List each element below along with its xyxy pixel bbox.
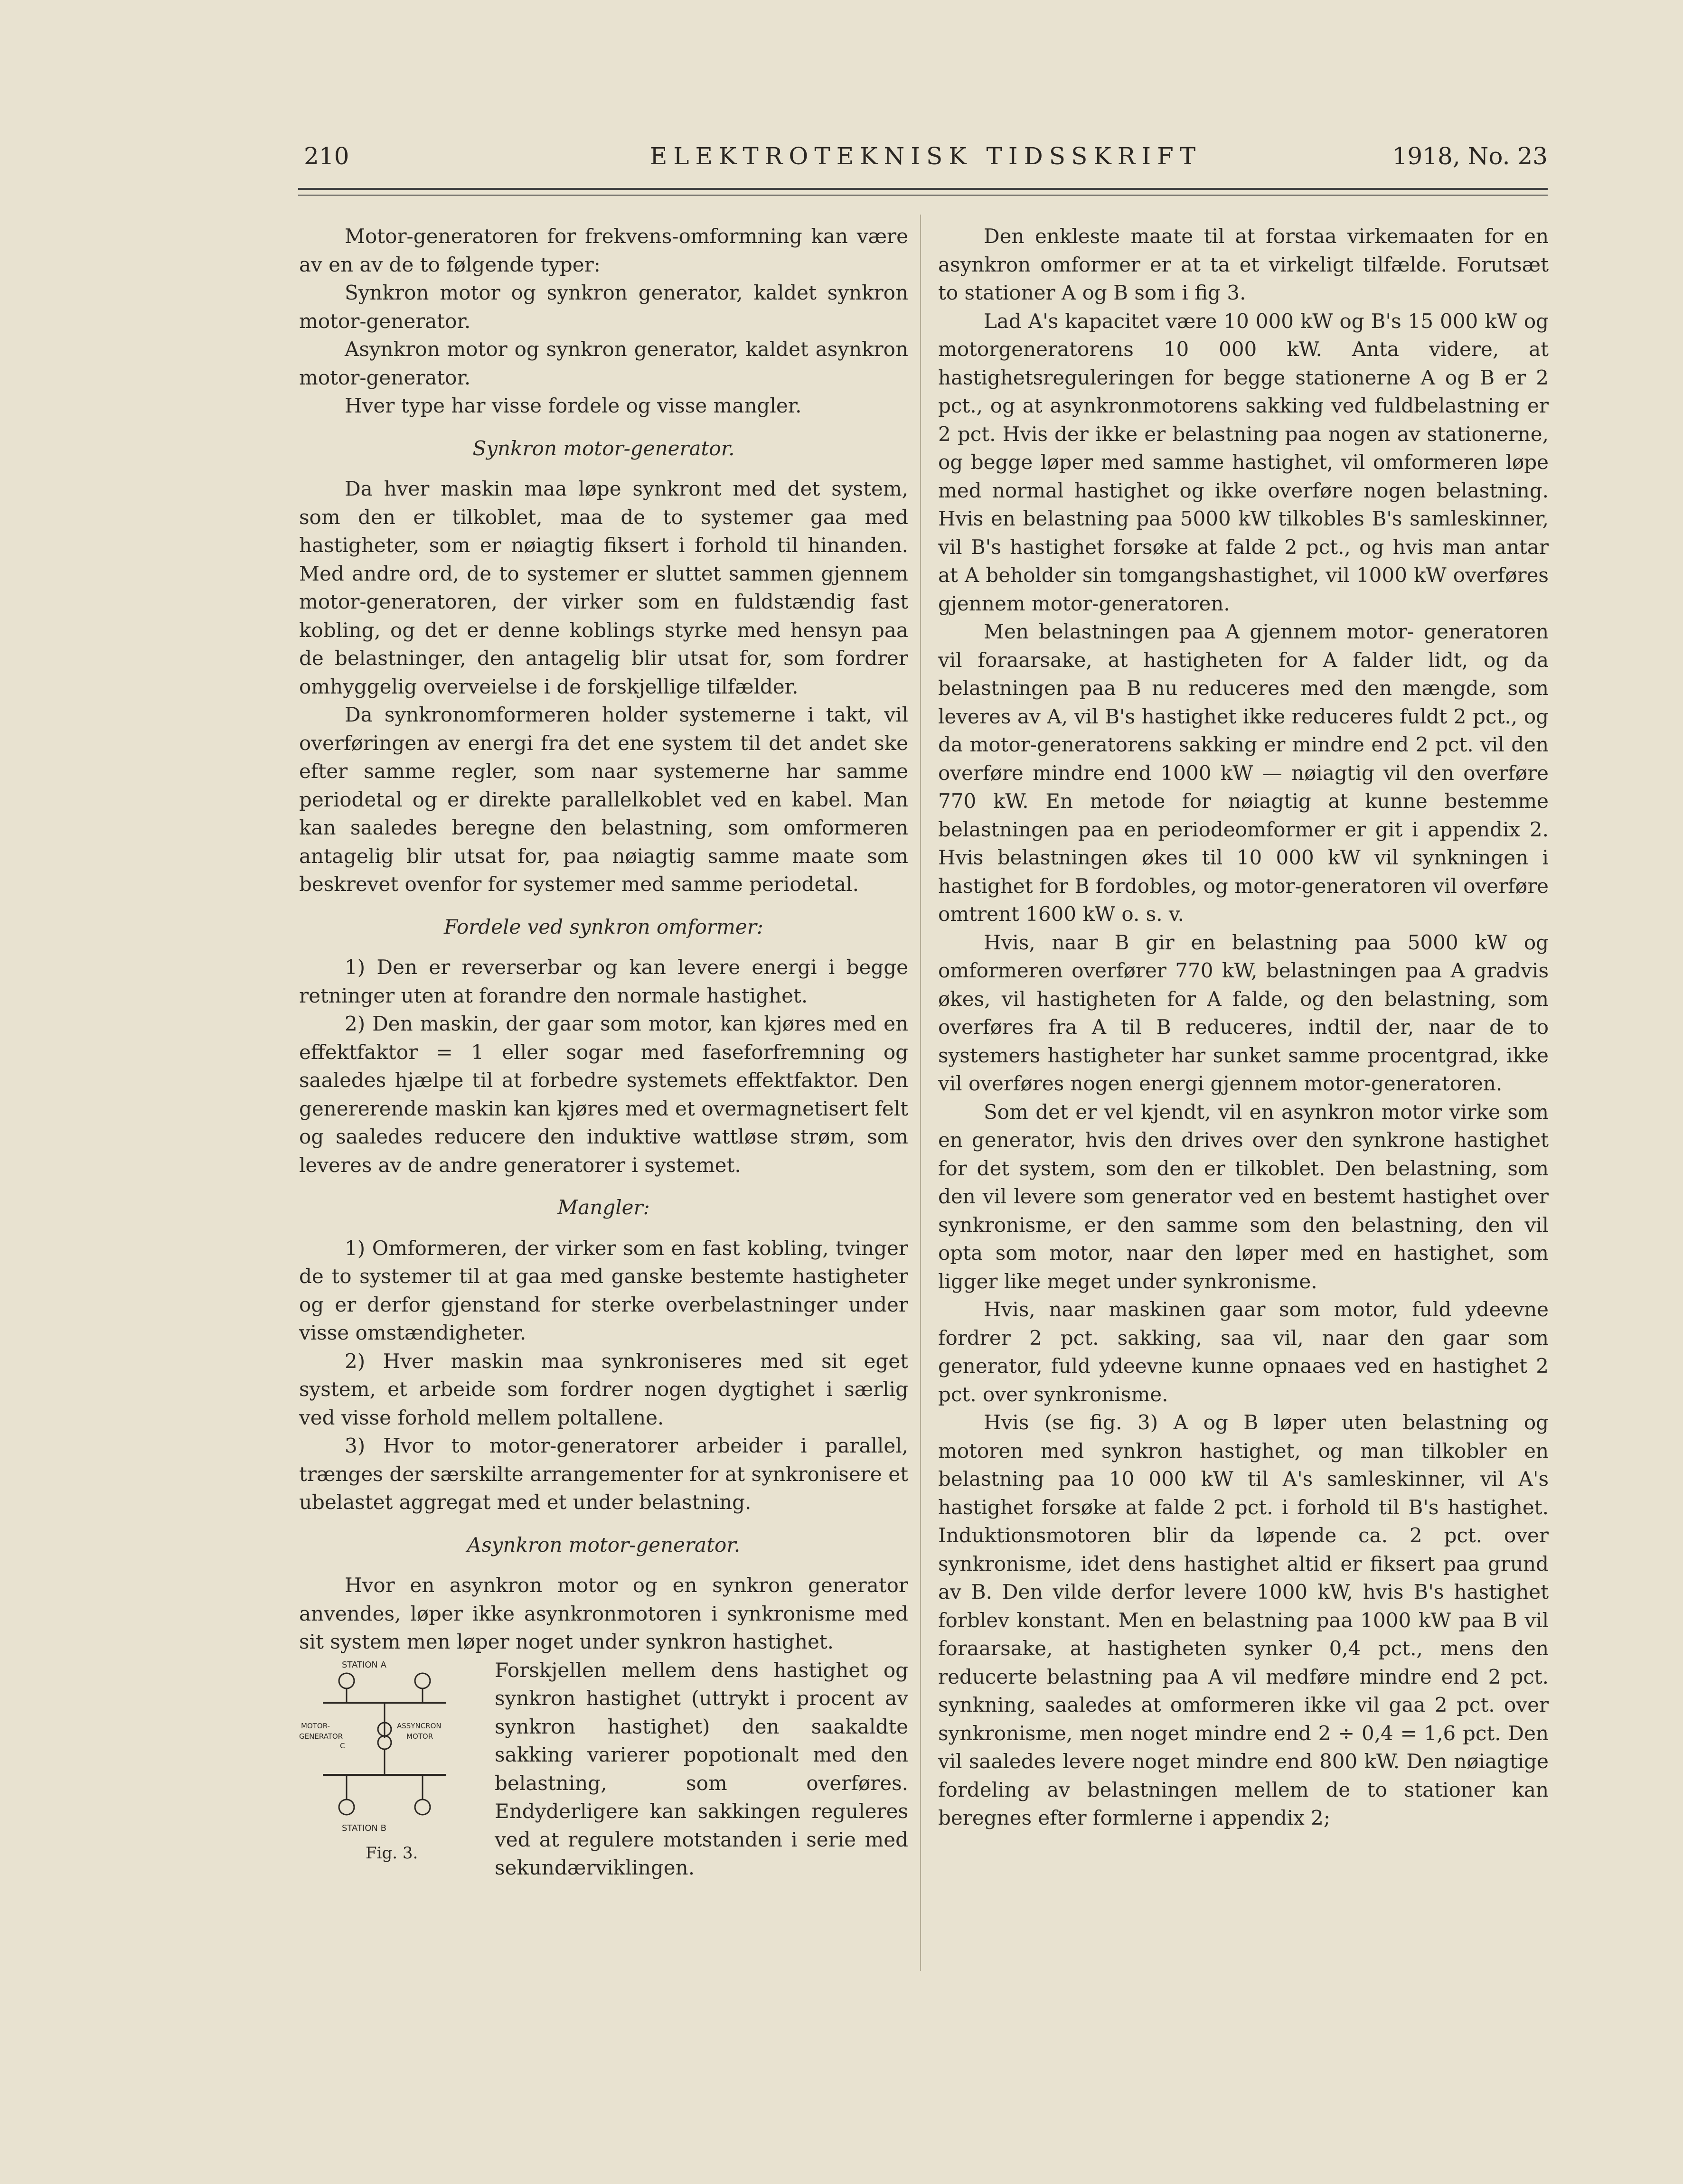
paragraph: Da hver maskin maa løpe synkront med det system, som den er tilkoblet, maa de to systemer gaa med hastigheter, som er nøiagtig fiksert i forhold til hinanden. Med andre ord, de to systemer er sluttet sammen gjennem motor-generatoren, der virker som en fuldstændig fast kobling, og det er denne koblings styrke med hensyn paa de belastninger, den antagelig blir utsat for, som fordrer omhyggelig overveielse i de forskjellige tilfælder. (299, 477, 908, 698)
section-heading: Synkron motor-generator. (472, 436, 735, 460)
c-label: C (340, 1741, 345, 1750)
station-a-label: STATION A (342, 1659, 386, 1670)
header-rule (298, 188, 1548, 190)
station-b-label: STATION B (342, 1823, 386, 1833)
paragraph: 3) Hvor to motor-generatorer arbeider i parallel, trænges der særskilte arrangementer for at synkronisere et ubelastet aggregat med et under belastning. (299, 1434, 908, 1514)
paragraph: Hvis (se fig. 3) A og B løper uten belastning og motoren med synkron hastighet, og man tilkobler en belastning paa 10 000 kW til A's samleskinner, vil A's hastighet forsøke at falde 2 pct. i forhold til B's hastighet. Induktionsmotoren blir da løpende ca. 2 pct. over synkronisme, idet dens hastighet altid er fiksert paa grund av B. Den vilde derfor levere 1000 kW, hvis B's hastighet forblev konstant. Men en belastning paa 1000 kW paa B vil foraarsake, at hastigheten synker 0,4 pct., mens den reducerte belastning paa A vil medføre mindre end 2 pct. synkning, saaledes at omformeren ikke vil gaa 2 pct. over synkronisme, men noget mindre end 2 ÷ 0,4 = 1,6 pct. Den vil saaledes levere noget mindre end 800 kW. Den nøiagtige fordeling av belastningen mellem de to stationer kan beregnes efter formlerne i appendix 2; (938, 1411, 1549, 1829)
paragraph: 1) Omformeren, der virker som en fast kobling, tvinger de to systemer til at gaa med ganske bestemte hastigheter og er derfor gjenstand for sterke overbelastninger under visse omstændigheter. (299, 1236, 908, 1344)
figure-caption: Fig. 3. (366, 1843, 418, 1863)
paragraph: Forskjellen mellem dens hastighet og synkron hastighet (uttrykt i procent av synkron hastighet) den saakaldte sakking varierer popotionalt med den belastning, som overføres. Endyderligere kan sakkingen reguleres ved at regulere motstanden i serie med sekundærviklingen. (495, 1658, 908, 1879)
figure-block (299, 1656, 908, 1879)
generator-b2-symbol (415, 1800, 430, 1815)
generator-b-symbol (339, 1800, 354, 1815)
paragraph: Synkron motor og synkron generator, kaldet synkron motor-generator. (299, 281, 908, 333)
section-heading: Fordele ved synkron omformer: (444, 915, 763, 938)
section-heading: Mangler: (557, 1196, 650, 1219)
paragraph: Hver type har visse fordele og visse mangler. (345, 394, 802, 417)
asynchronous-motor-symbol (378, 1736, 391, 1749)
generator-a2-symbol (415, 1673, 430, 1688)
page-number: 210 (304, 142, 349, 170)
motor-gen-label: MOTOR- (301, 1721, 330, 1730)
column-divider (920, 215, 921, 1971)
paragraph: Da synkronomformeren holder systemerne i takt, vil overføringen av energi fra det ene system til det andet ske efter samme regler, som naar systemerne har samme periodetal og er direkte parallelkoblet ved en kabel. Man kan saaledes beregne den belastning, som omformeren antagelig blir utsat for, paa nøiagtig samme maate som beskrevet ovenfor for systemer med samme periodetal. (299, 703, 908, 896)
generator-label: GENERATOR (299, 1732, 343, 1741)
journal-title: ELEKTROTEKNISK TIDSSKRIFT (649, 142, 1202, 170)
paragraph: Hvor en asynkron motor og en synkron generator anvendes, løper ikke asynkronmotoren i synkronisme med sit system men løper noget under synkron hastighet. (299, 1574, 908, 1653)
paragraph: Hvis, naar B gir en belastning paa 5000 kW og omformeren overfører 770 kW, belastningen paa A gradvis økes, vil hastigheten for A falde, og den belastning, som overføres fra A til B reduceres, indtil der, naar de to systemers hastigheter har sunket samme procentgrad, ikke vil overføres nogen energi gjennem motor-generatoren. (938, 930, 1549, 1095)
paragraph: 2) Hver maskin maa synkroniseres med sit eget system, et arbeide som fordrer nogen dygtighet i særlig ved visse forhold mellem poltallene. (299, 1349, 908, 1429)
figure-wrap-text (495, 1656, 908, 1882)
paragraph: Men belastningen paa A gjennem motor- generatoren vil foraarsake, at hastigheten for A falder lidt, og da belastningen paa B nu reduceres med den mængde, som leveres av A, vil B's hastighet ikke reduceres fuldt 2 pct., og da motor-generatorens sakking er mindre end 2 pct. vil den overføre mindre end 1000 kW — nøiagtig vil den overføre 770 kW. En metode for nøiagtig at kunne bestemme belastningen paa en periodeomformer er git i appendix 2. Hvis belastningen økes til 10 000 kW vil synkningen i hastighet for B fordobles, og motor-generatoren vil overføre omtrent 1600 kW o. s. v. (938, 620, 1549, 926)
issue-number: 1918, No. 23 (1392, 142, 1548, 170)
paragraph: Motor-generatoren for frekvens-omformning kan være av en av de to følgende typer: (299, 225, 908, 276)
paragraph: Den enkleste maate til at forstaa virkemaaten for en asynkron omformer er at ta et virkeligt tilfælde. Forutsæt to stationer A og B som i fig 3. (938, 225, 1549, 304)
paragraph: 2) Den maskin, der gaar som motor, kan kjøres med en effektfaktor = 1 eller sogar med faseforfremning og saaledes hjælpe til at forbedre systemets effektfaktor. Den genererende maskin kan kjøres med et overmagnetisert felt og saaledes reducere den induktive wattløse strøm, som leveres av de andre generatorer i systemet. (299, 1012, 908, 1177)
left-column (299, 222, 908, 1879)
right-column (938, 222, 1549, 1832)
header-rule-thin (298, 195, 1548, 196)
paragraph: Som det er vel kjendt, vil en asynkron motor virke som en generator, hvis den drives over den synkrone hastighet for det system, som den er tilkoblet. Den belastning, som den vil levere som generator ved en bestemt hastighet over synkronisme, er den samme som den belastning, den vil opta som motor, naar den løper med en hastighet, som ligger like meget under synkronisme. (938, 1100, 1549, 1293)
paragraph: Hvis, naar maskinen gaar som motor, fuld ydeevne fordrer 2 pct. sakking, saa vil, naar den gaar som generator, fuld ydeevne kunne opnaaes ved en hastighet 2 pct. over synkronisme. (938, 1298, 1549, 1406)
paragraph: Asynkron motor og synkron generator, kaldet asynkron motor-generator. (299, 337, 908, 389)
paragraph: 1) Den er reverserbar og kan levere energi i begge retninger uten at forandre den normale hastighet. (299, 956, 908, 1007)
motor-label: MOTOR (406, 1732, 433, 1741)
running-header (304, 142, 1548, 176)
generator-a-symbol (339, 1673, 354, 1688)
section-heading: Asynkron motor-generator. (467, 1533, 741, 1556)
paragraph: Lad A's kapacitet være 10 000 kW og B's 15 000 kW og motorgeneratorens 10 000 kW. Anta videre, at hastighetsreguleringen for begge stationerne A og B er 2 pct., og at asynkronmotorens sakking ved fuldbelastning er 2 pct. Hvis der ikke er belastning paa nogen av stationerne, og begge løper med samme hastighet, vil omformeren løpe med normal hastighet og ikke overføre nogen belastning. Hvis en belastning paa 5000 kW tilkobles B's samleskinner, vil B's hastighet forsøke at falde 2 pct., og hvis man antar at A beholder sin tomgangshastighet, vil 1000 kW overføres gjennem motor-generatoren. (938, 309, 1549, 615)
station-diagram (299, 1657, 480, 1870)
assync-label: ASSYNCRON (397, 1721, 442, 1730)
